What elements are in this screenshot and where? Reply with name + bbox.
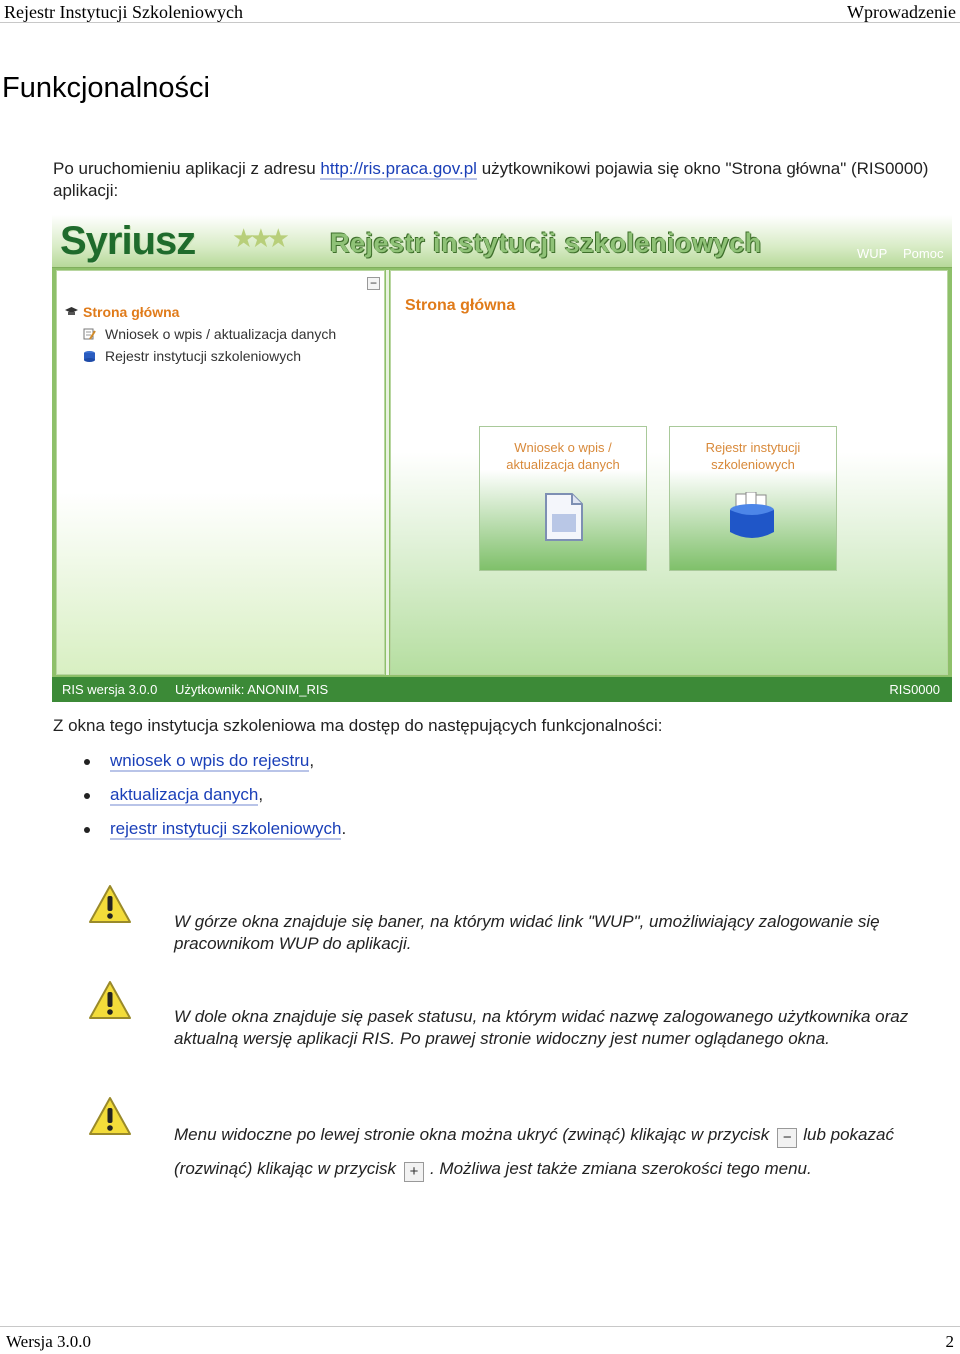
status-user: Użytkownik: ANONIM_RIS [175,682,329,697]
header-divider [0,22,960,23]
warning-icon [88,1096,132,1136]
note-menu-text-1: Menu widoczne po lewej stronie okna można ukryć (zwinąć) klikając w przycisk [174,1125,770,1144]
list-item: aktualizacja danych, [82,783,346,817]
warning-icon [88,980,132,1020]
warning-icon [88,884,132,924]
section-title: Wprowadzenie [847,2,956,22]
content-title: Strona główna [405,297,516,314]
note-banner: W górze okna znajduje się baner, na którym widać link "WUP", umożliwiający zalogowanie się pracownikom WUP do aplikacji. [174,912,880,953]
collapse-menu-button[interactable]: − [367,277,380,290]
collapse-button-illustration: − [777,1128,797,1148]
menu-splitter[interactable] [386,270,389,675]
tile-application[interactable] [479,426,647,571]
features-intro: Z okna tego instytucja szkoleniowa ma dostęp do następujących funkcjonalności: [53,716,663,735]
menu-item-registry-label: Rejestr instytucji szkoleniowych [105,348,302,364]
app-screenshot [52,215,952,702]
app-banner [52,215,952,268]
status-version: RIS wersja 3.0.0 [62,682,158,697]
list-item: rejestr instytucji szkoleniowych. [82,817,346,851]
intro-text-start: Po uruchomieniu aplikacji z adresu [53,159,321,178]
status-window-code: RIS0000 [889,682,940,697]
features-list [82,749,346,851]
wup-link[interactable]: WUP [857,246,888,261]
banner-title: Rejestr instytucji szkoleniowych [330,228,762,258]
note-menu-text-2: lub pokazać (rozwinąć) klikając w przycisk [174,1125,894,1178]
page-heading: Funkcjonalności [2,72,210,104]
note-status-bar: W dole okna znajduje się pasek statusu, na którym widać nazwę zalogowanego użytkownika oraz aktualną wersję aplikacji RIS. Po prawej stronie widoczny jest numer oglądanego okna. [174,1007,909,1048]
expand-button-illustration: + [404,1162,424,1182]
document-icon [542,492,586,542]
graduation-cap-icon [65,306,78,318]
note-menu-toggle [174,1118,944,1186]
page-header [0,0,960,24]
status-bar [52,677,952,702]
content-pane [390,270,948,675]
menu-item-application-label: Wniosek o wpis / aktualizacja danych [105,326,337,342]
help-link[interactable]: Pomoc [903,246,944,261]
intro-paragraph [53,158,933,202]
tile-registry[interactable] [669,426,837,571]
app-url-link[interactable]: http://ris.praca.gov.pl [320,159,477,178]
note-menu-text-3: . Możliwa jest także zmiana szerokości tego menu. [429,1159,812,1178]
stars-icon: ★★★ [232,223,284,253]
menu-item-registry[interactable] [83,345,336,367]
file-cabinet-icon [726,492,778,542]
menu-pane [56,270,385,675]
menu-item-application[interactable] [83,323,336,345]
database-icon [83,350,96,362]
document-title: Rejestr Instytucji Szkoleniowych [4,2,243,22]
feature-link-application[interactable]: wniosek o wpis do rejestru [110,751,310,770]
intro-text-end: użytkownikowi pojawia się okno "Strona główna" (RIS0000) aplikacji: [53,159,929,200]
menu-item-home[interactable] [65,301,336,323]
menu-item-home-label: Strona główna [83,304,180,320]
syriusz-logo: Syriusz [60,219,196,263]
tile-registry-label: Rejestr instytucji szkoleniowych [705,440,801,472]
feature-link-registry[interactable]: rejestr instytucji szkoleniowych [110,819,342,838]
menu-tree [65,301,336,367]
tile-application-label: Wniosek o wpis / aktualizacja danych [506,440,620,472]
list-item: wniosek o wpis do rejestru, [82,749,346,783]
footer-divider [0,1326,960,1327]
footer-version: Wersja 3.0.0 [6,1332,92,1351]
page-number: 2 [945,1332,954,1351]
feature-link-update[interactable]: aktualizacja danych [110,785,259,804]
edit-document-icon [83,328,96,340]
